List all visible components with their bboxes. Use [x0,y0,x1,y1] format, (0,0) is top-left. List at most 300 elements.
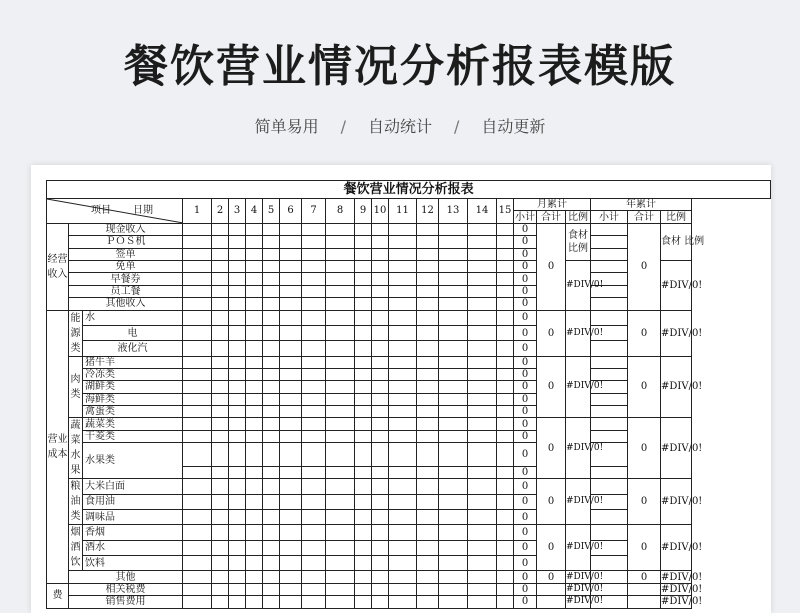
day-cell [263,393,280,405]
day-cell [417,571,439,583]
month-subtotal-cell: 0 [514,430,537,442]
day-cell [439,467,468,479]
day-cell [302,248,326,260]
day-cell [229,298,246,310]
day-cell [229,406,246,418]
day-cell [326,341,355,356]
day-cell [497,525,514,540]
day-cell [439,381,468,393]
day-cell [302,298,326,310]
day-cell [389,368,417,380]
day-cell [355,236,372,248]
day-cell [372,540,389,555]
table-row [47,596,771,608]
day-cell [229,393,246,405]
day-cell [497,285,514,297]
day-cell [497,248,514,260]
day-cell [497,356,514,368]
day-cell [326,381,355,393]
day-cell [263,540,280,555]
day-cell [372,418,389,430]
day-cell [355,310,372,325]
day-cell [263,285,280,297]
day-cell [183,510,212,525]
day-cell [212,310,229,325]
day-cell [468,525,497,540]
day-cell [372,443,389,467]
day-cell [355,494,372,509]
day-cell [439,236,468,248]
day-cell [326,596,355,608]
table-row [47,223,771,235]
day-cell [229,236,246,248]
day-cell [246,298,263,310]
day-cell [497,583,514,595]
day-cell [355,223,372,235]
day-cell [302,325,326,340]
day-header: 14 [468,199,497,224]
day-header: 10 [372,199,389,224]
day-cell [302,571,326,583]
day-cell [439,310,468,325]
day-cell [246,285,263,297]
day-cell [280,418,302,430]
day-cell [417,430,439,442]
day-cell [212,356,229,368]
day-cell [468,341,497,356]
day-cell [263,248,280,260]
day-cell [468,393,497,405]
day-cell [246,236,263,248]
month-ratio-cell: #DIV/0! [566,418,591,479]
row-label: 早餐券 [69,273,183,285]
day-cell [439,406,468,418]
day-cell [355,260,372,272]
day-cell [229,310,246,325]
day-header: 6 [280,199,302,224]
day-cell [372,510,389,525]
day-cell [229,540,246,555]
day-cell [389,510,417,525]
day-cell [302,260,326,272]
day-cell [212,260,229,272]
day-cell [280,273,302,285]
month-total-cell [537,596,566,608]
day-cell [263,356,280,368]
day-cell [246,540,263,555]
group-revenue: 经营收入 [47,223,69,310]
row-label: 酒水 [83,540,183,555]
year-subtotal-cell [591,479,628,494]
day-cell [389,418,417,430]
day-cell [212,556,229,571]
day-cell [246,583,263,595]
day-cell [246,525,263,540]
month-subtotal-cell: 0 [514,248,537,260]
day-cell [372,381,389,393]
day-cell [389,310,417,325]
day-cell [497,236,514,248]
day-cell [417,494,439,509]
month-subtotal-cell: 0 [514,596,537,608]
day-cell [497,467,514,479]
month-ratio-cell: #DIV/0! [566,310,591,356]
day-cell [417,596,439,608]
day-cell [183,381,212,393]
day-cell [326,273,355,285]
day-cell [372,273,389,285]
day-cell [417,540,439,555]
day-cell [246,571,263,583]
row-label: 蔬菜类 [83,418,183,430]
month-ratio-cell: #DIV/0! [566,584,604,595]
day-cell [439,368,468,380]
day-cell [302,479,326,494]
day-cell [183,406,212,418]
group-veg: 蔬菜水果 [69,418,83,479]
day-cell [372,260,389,272]
day-cell [389,273,417,285]
year-subtotal-cell [591,310,628,325]
month-ratio-cell: #DIV/0! [566,260,591,310]
row-label: 销售费用 [69,596,183,608]
day-cell [183,479,212,494]
day-cell [439,248,468,260]
row-label: ＰＯＳ机 [69,236,183,248]
day-cell [417,236,439,248]
row-label: 现金收入 [69,223,183,235]
day-cell [280,285,302,297]
day-cell [439,583,468,595]
day-cell [468,248,497,260]
day-cell [389,583,417,595]
tag-auto-update: 自动更新 [481,117,546,136]
day-cell [229,248,246,260]
day-cell [212,393,229,405]
day-cell [468,325,497,340]
month-ratio-cell: #DIV/0! [566,596,604,607]
day-cell [302,223,326,235]
header-date-label: 日期 [133,205,153,216]
year-subtotal-cell [591,356,628,368]
day-cell [326,368,355,380]
row-label: 相关税费 [69,583,183,595]
day-cell [302,556,326,571]
day-cell [183,525,212,540]
day-cell [355,368,372,380]
year-ratio-cell: #DIV/0! [661,418,692,479]
day-cell [389,556,417,571]
day-cell [497,556,514,571]
month-subtotal-cell: 0 [514,381,537,393]
day-cell [372,368,389,380]
day-cell [263,325,280,340]
month-subtotal-cell: 0 [514,273,537,285]
day-cell [280,248,302,260]
day-cell [263,381,280,393]
report-sheet [46,180,766,613]
day-cell [417,467,439,479]
row-label: 免单 [69,260,183,272]
row-label: 水果类 [83,443,183,479]
tag-auto-stat: 自动统计 [367,117,432,136]
day-cell [372,479,389,494]
year-subtotal-cell [591,525,628,540]
day-header: 7 [302,199,326,224]
day-cell [326,406,355,418]
year-subtotal-cell [591,341,628,356]
day-cell [302,494,326,509]
day-cell [326,236,355,248]
day-cell [468,310,497,325]
day-cell [326,525,355,540]
month-subtotal-cell: 0 [514,325,537,340]
month-ratio-cell: 食材比例 [566,223,591,260]
day-cell [355,356,372,368]
day-cell [302,540,326,555]
day-cell [263,467,280,479]
day-cell [246,310,263,325]
day-cell [326,430,355,442]
month-subtotal-cell: 0 [514,285,537,297]
day-cell [212,285,229,297]
day-cell [246,596,263,608]
day-cell [389,571,417,583]
day-cell [468,494,497,509]
day-cell [355,510,372,525]
year-ratio-cell: #DIV/0! [661,596,703,608]
row-label: 液化汽 [83,341,183,356]
day-cell [246,494,263,509]
month-total-cell: 0 [537,356,566,418]
day-cell [468,223,497,235]
day-cell [246,443,263,467]
day-cell [212,381,229,393]
day-cell [355,418,372,430]
month-ratio-cell: #DIV/0! [566,356,591,418]
month-total-cell: 0 [537,479,566,525]
day-cell [326,356,355,368]
page-title: 餐饮营业情况分析报表模版 [124,41,676,92]
day-cell [229,443,246,467]
day-header: 12 [417,199,439,224]
row-label: 其他收入 [69,298,183,310]
day-cell [183,273,212,285]
row-label: 冷冻类 [83,368,183,380]
day-cell [468,467,497,479]
day-cell [497,310,514,325]
day-cell [355,248,372,260]
row-label: 香烟 [83,525,183,540]
day-cell [497,494,514,509]
month-subtotal-cell: 0 [514,540,537,555]
day-cell [355,583,372,595]
day-cell [183,467,212,479]
day-cell [497,298,514,310]
day-cell [263,418,280,430]
row-label: 调味品 [83,510,183,525]
month-total-cell: 0 [537,525,566,571]
day-cell [355,273,372,285]
day-cell [497,381,514,393]
day-cell [229,260,246,272]
day-cell [212,596,229,608]
day-cell [439,285,468,297]
day-cell [263,223,280,235]
day-cell [246,406,263,418]
day-cell [280,325,302,340]
day-cell [212,223,229,235]
day-cell [280,556,302,571]
year-ratio-cell: #DIV/0! [661,525,692,571]
total-header: 合计 [537,211,566,223]
day-cell [389,248,417,260]
day-cell [372,248,389,260]
month-subtotal-cell: 0 [514,393,537,405]
day-cell [229,418,246,430]
day-cell [497,571,514,583]
day-cell [417,418,439,430]
group-tobacco: 烟酒饮 [69,525,83,571]
day-cell [497,443,514,467]
day-cell [326,583,355,595]
day-cell [183,325,212,340]
year-ratio-cell: #DIV/0! [661,584,703,596]
table-row [47,525,771,540]
day-cell [417,525,439,540]
month-subtotal-cell: 0 [514,510,537,525]
day-cell [263,571,280,583]
day-cell [183,260,212,272]
day-cell [372,325,389,340]
day-cell [417,510,439,525]
row-label: 其他 [69,571,183,583]
day-cell [468,510,497,525]
day-cell [417,479,439,494]
day-cell [229,510,246,525]
day-cell [372,356,389,368]
year-total-cell: 0 [628,525,661,571]
day-cell [372,285,389,297]
day-cell [497,260,514,272]
day-cell [212,540,229,555]
day-cell [183,583,212,595]
day-cell [229,556,246,571]
day-cell [468,596,497,608]
table-row [47,479,771,494]
day-cell [326,418,355,430]
day-cell [302,443,326,467]
day-cell [280,467,302,479]
day-cell [246,430,263,442]
day-cell [355,556,372,571]
month-ratio-cell: #DIV/0! [566,571,604,582]
day-cell [439,341,468,356]
day-cell [229,467,246,479]
table-row [47,356,771,368]
day-cell [229,571,246,583]
day-cell [183,443,212,467]
day-cell [439,393,468,405]
day-cell [212,325,229,340]
day-cell [497,406,514,418]
day-cell [302,596,326,608]
day-cell [302,381,326,393]
day-cell [246,479,263,494]
year-total-cell: 0 [628,223,661,310]
day-cell [326,540,355,555]
day-cell [497,325,514,340]
day-cell [183,285,212,297]
day-cell [468,285,497,297]
ratio-header: 比例 [566,211,591,223]
month-subtotal-cell: 0 [514,223,537,235]
day-cell [439,571,468,583]
day-cell [372,393,389,405]
day-cell [417,248,439,260]
year-ratio-cell: #DIV/0! [661,260,692,310]
day-cell [229,583,246,595]
day-cell [212,406,229,418]
day-cell [280,236,302,248]
day-cell [439,430,468,442]
day-cell [229,223,246,235]
day-cell [302,368,326,380]
day-cell [263,341,280,356]
day-cell [302,418,326,430]
day-cell [326,248,355,260]
month-subtotal-cell: 0 [514,583,537,595]
year-ratio-cell: #DIV/0! [661,356,692,418]
day-cell [263,443,280,467]
day-cell [246,510,263,525]
day-cell [417,260,439,272]
month-subtotal-cell: 0 [514,479,537,494]
day-cell [326,571,355,583]
day-cell [302,406,326,418]
day-cell [372,236,389,248]
day-cell [355,467,372,479]
day-cell [372,467,389,479]
day-cell [468,540,497,555]
day-cell [212,341,229,356]
day-cell [326,260,355,272]
header-diagonal-cell [47,199,183,224]
day-cell [417,556,439,571]
day-cell [468,368,497,380]
day-cell [372,298,389,310]
subtotal-header: 小计 [515,211,535,223]
day-cell [326,443,355,467]
day-cell [246,381,263,393]
year-ratio-cell: #DIV/0! [661,310,692,356]
day-cell [212,510,229,525]
day-cell [229,285,246,297]
day-cell [326,494,355,509]
day-cell [468,298,497,310]
day-cell [302,310,326,325]
day-cell [417,381,439,393]
month-total-cell: 0 [537,418,566,479]
day-cell [417,393,439,405]
day-cell [355,596,372,608]
day-cell [263,479,280,494]
day-cell [439,325,468,340]
report-table [46,180,771,609]
month-subtotal-cell: 0 [514,406,537,418]
day-cell [468,479,497,494]
day-cell [183,356,212,368]
